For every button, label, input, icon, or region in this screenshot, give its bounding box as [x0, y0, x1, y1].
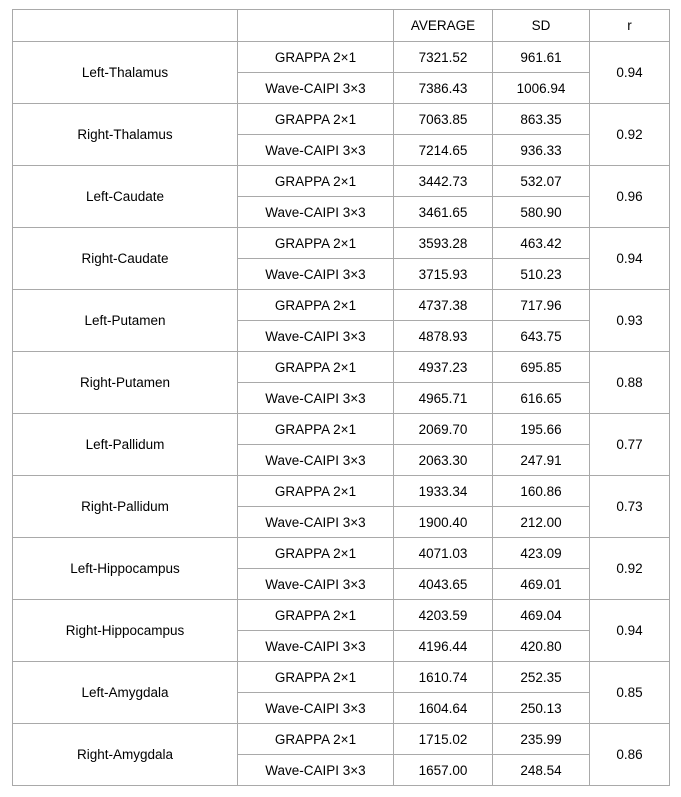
header-sd: SD: [493, 10, 590, 42]
average-cell: 7386.43: [394, 73, 493, 104]
sd-cell: 252.35: [493, 662, 590, 693]
average-cell: 4203.59: [394, 600, 493, 631]
sd-cell: 250.13: [493, 693, 590, 724]
sd-cell: 423.09: [493, 538, 590, 569]
method-cell: Wave-CAIPI 3×3: [238, 631, 394, 662]
method-cell: GRAPPA 2×1: [238, 166, 394, 197]
sd-cell: 463.42: [493, 228, 590, 259]
average-cell: 7063.85: [394, 104, 493, 135]
method-cell: Wave-CAIPI 3×3: [238, 755, 394, 786]
table-row: [13, 538, 670, 569]
average-cell: 7321.52: [394, 42, 493, 73]
r-cell: 0.92: [590, 104, 670, 166]
method-cell: Wave-CAIPI 3×3: [238, 693, 394, 724]
sd-cell: 532.07: [493, 166, 590, 197]
r-cell: 0.93: [590, 290, 670, 352]
average-cell: 3461.65: [394, 197, 493, 228]
sd-cell: 961.61: [493, 42, 590, 73]
sd-cell: 580.90: [493, 197, 590, 228]
sd-cell: 195.66: [493, 414, 590, 445]
r-cell: 0.88: [590, 352, 670, 414]
region-cell: Right-Pallidum: [13, 476, 238, 538]
method-cell: Wave-CAIPI 3×3: [238, 135, 394, 166]
average-cell: 1604.64: [394, 693, 493, 724]
method-cell: GRAPPA 2×1: [238, 290, 394, 321]
method-cell: Wave-CAIPI 3×3: [238, 507, 394, 538]
average-cell: 3715.93: [394, 259, 493, 290]
region-cell: Right-Thalamus: [13, 104, 238, 166]
r-cell: 0.85: [590, 662, 670, 724]
sd-cell: 420.80: [493, 631, 590, 662]
average-cell: 4937.23: [394, 352, 493, 383]
r-cell: 0.92: [590, 538, 670, 600]
table-row: [13, 166, 670, 197]
table-header: [13, 10, 670, 42]
header-row: [13, 10, 670, 42]
table-row: [13, 476, 670, 507]
method-cell: Wave-CAIPI 3×3: [238, 383, 394, 414]
table-row: [13, 600, 670, 631]
average-cell: 4196.44: [394, 631, 493, 662]
sd-cell: 160.86: [493, 476, 590, 507]
r-cell: 0.94: [590, 42, 670, 104]
sd-cell: 695.85: [493, 352, 590, 383]
sd-cell: 863.35: [493, 104, 590, 135]
sd-cell: 510.23: [493, 259, 590, 290]
header-average: AVERAGE: [394, 10, 493, 42]
average-cell: 2069.70: [394, 414, 493, 445]
method-cell: Wave-CAIPI 3×3: [238, 197, 394, 228]
method-cell: Wave-CAIPI 3×3: [238, 321, 394, 352]
header-r: r: [590, 10, 670, 42]
table-row: [13, 104, 670, 135]
region-cell: Left-Pallidum: [13, 414, 238, 476]
r-cell: 0.94: [590, 228, 670, 290]
r-cell: 0.86: [590, 724, 670, 786]
table-row: [13, 352, 670, 383]
method-cell: GRAPPA 2×1: [238, 228, 394, 259]
average-cell: 1657.00: [394, 755, 493, 786]
region-cell: Right-Amygdala: [13, 724, 238, 786]
method-cell: GRAPPA 2×1: [238, 476, 394, 507]
average-cell: 4965.71: [394, 383, 493, 414]
method-cell: Wave-CAIPI 3×3: [238, 259, 394, 290]
region-cell: Right-Caudate: [13, 228, 238, 290]
region-cell: Left-Caudate: [13, 166, 238, 228]
table-row: [13, 42, 670, 73]
region-cell: Left-Amygdala: [13, 662, 238, 724]
method-cell: GRAPPA 2×1: [238, 600, 394, 631]
table-row: [13, 290, 670, 321]
table-row: [13, 228, 670, 259]
method-cell: Wave-CAIPI 3×3: [238, 445, 394, 476]
method-cell: GRAPPA 2×1: [238, 414, 394, 445]
results-table: [12, 9, 670, 786]
sd-cell: 643.75: [493, 321, 590, 352]
r-cell: 0.96: [590, 166, 670, 228]
table-body: [13, 42, 670, 786]
r-cell: 0.77: [590, 414, 670, 476]
average-cell: 7214.65: [394, 135, 493, 166]
average-cell: 3442.73: [394, 166, 493, 197]
sd-cell: 469.01: [493, 569, 590, 600]
table-row: [13, 414, 670, 445]
average-cell: 2063.30: [394, 445, 493, 476]
average-cell: 4071.03: [394, 538, 493, 569]
average-cell: 1900.40: [394, 507, 493, 538]
average-cell: 4878.93: [394, 321, 493, 352]
header-region: [13, 10, 238, 42]
average-cell: 4043.65: [394, 569, 493, 600]
average-cell: 1933.34: [394, 476, 493, 507]
sd-cell: 616.65: [493, 383, 590, 414]
sd-cell: 212.00: [493, 507, 590, 538]
sd-cell: 936.33: [493, 135, 590, 166]
sd-cell: 717.96: [493, 290, 590, 321]
table-row: [13, 724, 670, 755]
header-method: [238, 10, 394, 42]
average-cell: 1610.74: [394, 662, 493, 693]
method-cell: GRAPPA 2×1: [238, 104, 394, 135]
average-cell: 3593.28: [394, 228, 493, 259]
method-cell: GRAPPA 2×1: [238, 538, 394, 569]
table-row: [13, 662, 670, 693]
sd-cell: 247.91: [493, 445, 590, 476]
sd-cell: 235.99: [493, 724, 590, 755]
method-cell: Wave-CAIPI 3×3: [238, 73, 394, 104]
region-cell: Left-Hippocampus: [13, 538, 238, 600]
sd-cell: 248.54: [493, 755, 590, 786]
method-cell: GRAPPA 2×1: [238, 352, 394, 383]
method-cell: GRAPPA 2×1: [238, 724, 394, 755]
method-cell: Wave-CAIPI 3×3: [238, 569, 394, 600]
r-cell: 0.94: [590, 600, 670, 662]
r-cell: 0.73: [590, 476, 670, 538]
method-cell: GRAPPA 2×1: [238, 42, 394, 73]
sd-cell: 469.04: [493, 600, 590, 631]
region-cell: Left-Thalamus: [13, 42, 238, 104]
region-cell: Right-Putamen: [13, 352, 238, 414]
method-cell: GRAPPA 2×1: [238, 662, 394, 693]
average-cell: 4737.38: [394, 290, 493, 321]
region-cell: Right-Hippocampus: [13, 600, 238, 662]
region-cell: Left-Putamen: [13, 290, 238, 352]
sd-cell: 1006.94: [493, 73, 590, 104]
average-cell: 1715.02: [394, 724, 493, 755]
